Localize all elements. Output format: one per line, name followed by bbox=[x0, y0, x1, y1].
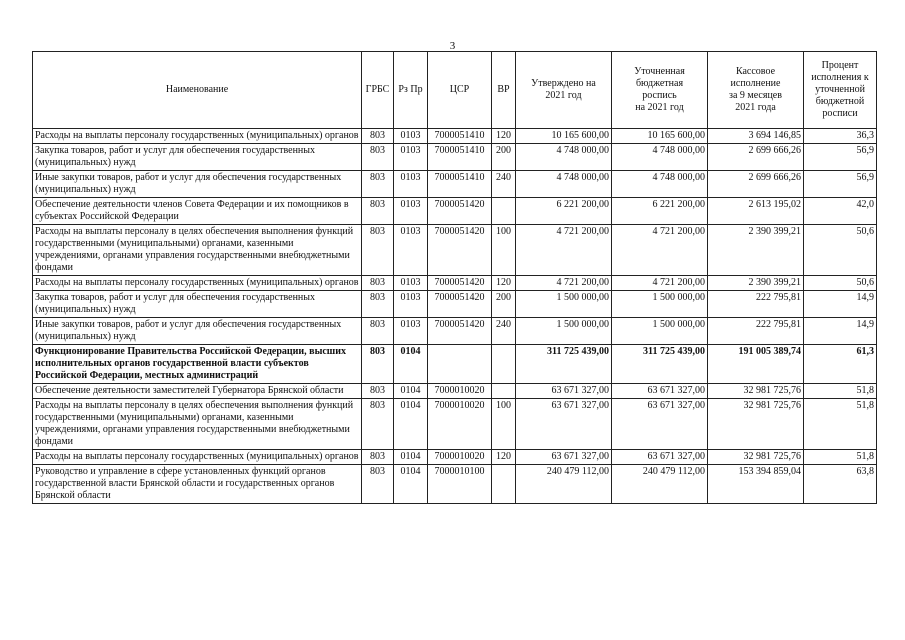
table-row bbox=[33, 450, 877, 465]
row-rzpr: 0104 bbox=[394, 450, 428, 465]
header-approved-line: Утверждено на bbox=[531, 78, 596, 89]
row-csr: 7000010020 bbox=[428, 399, 492, 450]
row-vr: 120 bbox=[492, 450, 516, 465]
header-cash-line: Кассовое bbox=[735, 66, 776, 77]
row-name: Руководство и управление в сфере установленных функций органов государственной власти Брянской области и государственных органов Брянской области bbox=[33, 465, 362, 504]
table-row bbox=[33, 291, 877, 318]
row-name: Функционирование Правительства Российской Федерации, высших исполнительных органов государственной власти субъектов Российской Федерации, местных администраций bbox=[33, 345, 362, 384]
row-approved: 10 165 600,00 bbox=[516, 129, 612, 144]
row-approved: 4 748 000,00 bbox=[516, 144, 612, 171]
row-cash: 32 981 725,76 bbox=[708, 450, 804, 465]
row-refined: 63 671 327,00 bbox=[612, 384, 708, 399]
table-row bbox=[33, 345, 877, 384]
header-grbs: ГРБС bbox=[362, 52, 394, 129]
row-rzpr: 0103 bbox=[394, 198, 428, 225]
header-csr: ЦСР bbox=[428, 52, 492, 129]
row-refined: 6 221 200,00 bbox=[612, 198, 708, 225]
row-grbs: 803 bbox=[362, 465, 394, 504]
row-vr bbox=[492, 465, 516, 504]
row-cash: 2 390 399,21 bbox=[708, 225, 804, 276]
row-refined: 4 748 000,00 bbox=[612, 144, 708, 171]
header-approved-line: 2021 год bbox=[545, 90, 582, 101]
row-vr bbox=[492, 384, 516, 399]
row-approved: 240 479 112,00 bbox=[516, 465, 612, 504]
header-name: Наименование bbox=[33, 52, 362, 129]
row-rzpr: 0103 bbox=[394, 144, 428, 171]
row-refined: 1 500 000,00 bbox=[612, 318, 708, 345]
row-cash: 222 795,81 bbox=[708, 291, 804, 318]
row-vr: 200 bbox=[492, 291, 516, 318]
row-vr: 120 bbox=[492, 276, 516, 291]
row-refined: 1 500 000,00 bbox=[612, 291, 708, 318]
row-csr: 7000051410 bbox=[428, 171, 492, 198]
row-csr: 7000051410 bbox=[428, 144, 492, 171]
row-name: Расходы на выплаты персоналу государственных (муниципальных) органов bbox=[33, 276, 362, 291]
row-cash: 32 981 725,76 bbox=[708, 399, 804, 450]
row-approved: 63 671 327,00 bbox=[516, 450, 612, 465]
row-rzpr: 0104 bbox=[394, 399, 428, 450]
table-row bbox=[33, 318, 877, 345]
row-vr: 100 bbox=[492, 225, 516, 276]
row-grbs: 803 bbox=[362, 384, 394, 399]
row-percent: 56,9 bbox=[804, 171, 877, 198]
row-approved: 1 500 000,00 bbox=[516, 291, 612, 318]
row-percent: 51,8 bbox=[804, 384, 877, 399]
row-grbs: 803 bbox=[362, 171, 394, 198]
header-cash bbox=[708, 52, 804, 129]
row-percent: 14,9 bbox=[804, 318, 877, 345]
table-row bbox=[33, 465, 877, 504]
row-rzpr: 0104 bbox=[394, 465, 428, 504]
row-name: Закупка товаров, работ и услуг для обеспечения государственных (муниципальных) нужд bbox=[33, 144, 362, 171]
row-grbs: 803 bbox=[362, 225, 394, 276]
header-refined-line: Уточненная bbox=[634, 66, 685, 77]
row-grbs: 803 bbox=[362, 450, 394, 465]
header-percent-line: уточненной bbox=[815, 84, 865, 95]
table-row bbox=[33, 198, 877, 225]
row-grbs: 803 bbox=[362, 144, 394, 171]
header-percent-line: исполнения к bbox=[811, 72, 869, 83]
row-refined: 240 479 112,00 bbox=[612, 465, 708, 504]
row-cash: 32 981 725,76 bbox=[708, 384, 804, 399]
row-csr: 7000051420 bbox=[428, 198, 492, 225]
table-row bbox=[33, 144, 877, 171]
row-vr: 240 bbox=[492, 171, 516, 198]
row-percent: 61,3 bbox=[804, 345, 877, 384]
row-rzpr: 0103 bbox=[394, 225, 428, 276]
row-vr bbox=[492, 198, 516, 225]
row-name: Обеспечение деятельности членов Совета Федерации и их помощников в субъектах Российской Федерации bbox=[33, 198, 362, 225]
row-approved: 6 221 200,00 bbox=[516, 198, 612, 225]
row-cash: 2 390 399,21 bbox=[708, 276, 804, 291]
row-rzpr: 0103 bbox=[394, 318, 428, 345]
row-refined: 311 725 439,00 bbox=[612, 345, 708, 384]
row-percent: 36,3 bbox=[804, 129, 877, 144]
row-csr: 7000010020 bbox=[428, 450, 492, 465]
row-name: Расходы на выплаты персоналу в целях обеспечения выполнения функций государственными (муниципальными) органами, казенными учреждениями, органами управления государственными внебюджетными фондами bbox=[33, 225, 362, 276]
header-cash-line: 2021 года bbox=[735, 102, 776, 113]
header-percent-line: Процент bbox=[821, 60, 859, 71]
row-grbs: 803 bbox=[362, 276, 394, 291]
row-grbs: 803 bbox=[362, 318, 394, 345]
row-refined: 4 721 200,00 bbox=[612, 225, 708, 276]
row-percent: 42,0 bbox=[804, 198, 877, 225]
row-cash: 191 005 389,74 bbox=[708, 345, 804, 384]
row-vr: 200 bbox=[492, 144, 516, 171]
row-vr: 120 bbox=[492, 129, 516, 144]
row-name: Иные закупки товаров, работ и услуг для обеспечения государственных (муниципальных) нужд bbox=[33, 171, 362, 198]
row-cash: 153 394 859,04 bbox=[708, 465, 804, 504]
row-cash: 2 699 666,26 bbox=[708, 144, 804, 171]
row-approved: 4 748 000,00 bbox=[516, 171, 612, 198]
row-rzpr: 0103 bbox=[394, 171, 428, 198]
row-percent: 50,6 bbox=[804, 225, 877, 276]
row-rzpr: 0104 bbox=[394, 384, 428, 399]
row-name: Закупка товаров, работ и услуг для обеспечения государственных (муниципальных) нужд bbox=[33, 291, 362, 318]
page-number: 3 bbox=[449, 40, 456, 52]
row-csr: 7000051420 bbox=[428, 291, 492, 318]
table-row bbox=[33, 225, 877, 276]
header-refined-line: бюджетная bbox=[635, 78, 684, 89]
row-approved: 311 725 439,00 bbox=[516, 345, 612, 384]
row-approved: 4 721 200,00 bbox=[516, 276, 612, 291]
row-approved: 63 671 327,00 bbox=[516, 384, 612, 399]
row-vr bbox=[492, 345, 516, 384]
row-cash: 2 613 195,02 bbox=[708, 198, 804, 225]
row-percent: 56,9 bbox=[804, 144, 877, 171]
row-percent: 51,8 bbox=[804, 450, 877, 465]
table-row bbox=[33, 129, 877, 144]
row-grbs: 803 bbox=[362, 129, 394, 144]
table-row bbox=[33, 171, 877, 198]
row-csr: 7000051420 bbox=[428, 276, 492, 291]
header-vr: ВР bbox=[492, 52, 516, 129]
row-percent: 14,9 bbox=[804, 291, 877, 318]
header-rzpr: Рз Пр bbox=[394, 52, 428, 129]
header-cash-line: исполнение bbox=[730, 78, 781, 89]
row-name: Иные закупки товаров, работ и услуг для обеспечения государственных (муниципальных) нужд bbox=[33, 318, 362, 345]
table-row bbox=[33, 399, 877, 450]
row-grbs: 803 bbox=[362, 291, 394, 318]
header-percent-line: бюджетной bbox=[815, 96, 865, 107]
row-refined: 63 671 327,00 bbox=[612, 450, 708, 465]
row-csr: 7000051420 bbox=[428, 225, 492, 276]
row-approved: 63 671 327,00 bbox=[516, 399, 612, 450]
row-refined: 63 671 327,00 bbox=[612, 399, 708, 450]
row-cash: 3 694 146,85 bbox=[708, 129, 804, 144]
row-grbs: 803 bbox=[362, 399, 394, 450]
row-csr: 7000010020 bbox=[428, 384, 492, 399]
table-row bbox=[33, 384, 877, 399]
row-name: Расходы на выплаты персоналу в целях обеспечения выполнения функций государственными (муниципальными) органами, казенными учреждениями, органами управления государственными внебюджетными фондами bbox=[33, 399, 362, 450]
row-name: Расходы на выплаты персоналу государственных (муниципальных) органов bbox=[33, 450, 362, 465]
header-refined-line: на 2021 год bbox=[635, 102, 684, 113]
row-approved: 1 500 000,00 bbox=[516, 318, 612, 345]
header-approved bbox=[516, 52, 612, 129]
row-approved: 4 721 200,00 bbox=[516, 225, 612, 276]
header-percent bbox=[804, 52, 877, 129]
row-name: Обеспечение деятельности заместителей Губернатора Брянской области bbox=[33, 384, 362, 399]
row-refined: 10 165 600,00 bbox=[612, 129, 708, 144]
row-csr bbox=[428, 345, 492, 384]
row-cash: 2 699 666,26 bbox=[708, 171, 804, 198]
row-grbs: 803 bbox=[362, 198, 394, 225]
header-refined bbox=[612, 52, 708, 129]
row-grbs: 803 bbox=[362, 345, 394, 384]
row-rzpr: 0103 bbox=[394, 276, 428, 291]
row-vr: 100 bbox=[492, 399, 516, 450]
row-rzpr: 0103 bbox=[394, 129, 428, 144]
budget-execution-table bbox=[32, 51, 877, 504]
header-refined-line: роспись bbox=[642, 90, 677, 101]
row-rzpr: 0103 bbox=[394, 291, 428, 318]
row-csr: 7000010100 bbox=[428, 465, 492, 504]
row-name: Расходы на выплаты персоналу государственных (муниципальных) органов bbox=[33, 129, 362, 144]
table-row bbox=[33, 276, 877, 291]
row-percent: 63,8 bbox=[804, 465, 877, 504]
table-body bbox=[33, 129, 877, 504]
row-csr: 7000051410 bbox=[428, 129, 492, 144]
row-refined: 4 721 200,00 bbox=[612, 276, 708, 291]
row-cash: 222 795,81 bbox=[708, 318, 804, 345]
row-rzpr: 0104 bbox=[394, 345, 428, 384]
row-csr: 7000051420 bbox=[428, 318, 492, 345]
row-vr: 240 bbox=[492, 318, 516, 345]
header-percent-line: росписи bbox=[822, 108, 858, 119]
row-refined: 4 748 000,00 bbox=[612, 171, 708, 198]
row-percent: 50,6 bbox=[804, 276, 877, 291]
table-header-row bbox=[33, 52, 877, 129]
header-cash-line: за 9 месяцев bbox=[729, 90, 782, 101]
row-percent: 51,8 bbox=[804, 399, 877, 450]
